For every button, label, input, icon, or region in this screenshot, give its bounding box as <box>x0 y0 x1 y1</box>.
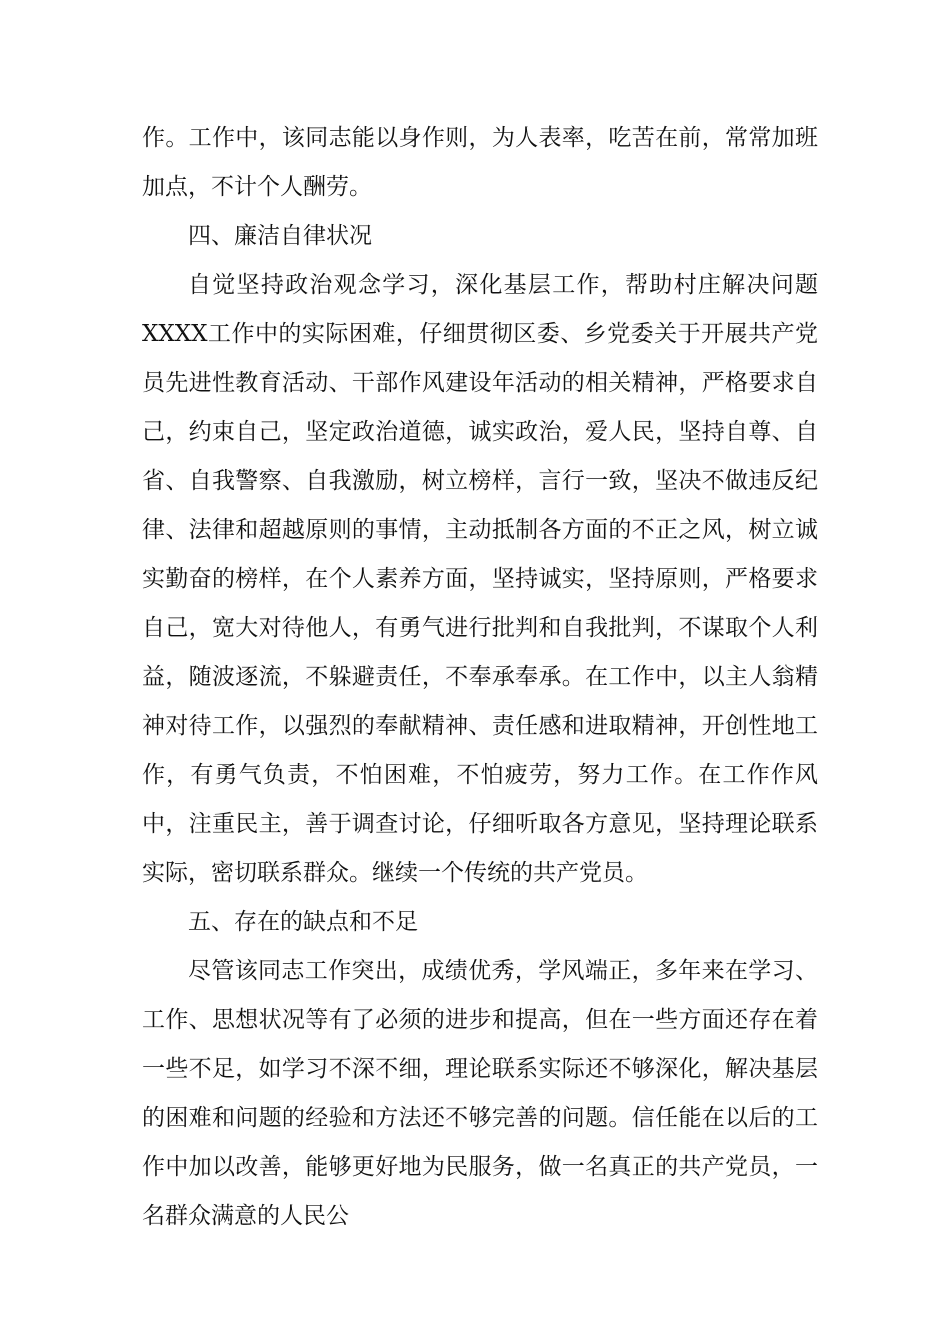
document-body <box>142 114 818 1241</box>
section-heading-4: 四、廉洁自律状况 <box>188 223 372 249</box>
paragraph-shortcomings: 尽管该同志工作突出，成绩优秀，学风端正，多年来在学习、工作、思想状况等有了必须的进步和提高，但在一些方面还存在着一些不足，如学习不深不细，理论联系实际还不够深化，解决基层的困难和问题的经验和方法还不够完善的问题。信任能在以后的工作中加以改善，能够更好地为民服务，做一名真正的共产党员，一名群众满意的人民公 <box>142 958 818 1229</box>
paragraph-continuation: 作。工作中，该同志能以身作则，为人表率，吃苦在前，常常加班加点，不计个人酬劳。 <box>142 125 818 200</box>
paragraph-integrity: 自觉坚持政治观念学习，深化基层工作，帮助村庄解决问题XXXX工作中的实际困难，仔细贯彻区委、乡党委关于开展共产党员先进性教育活动、干部作风建设年活动的相关精神，严格要求自己，约束自己，坚定政治道德，诚实政治，爱人民，坚持自尊、自省、自我警察、自我激励，树立榜样，言行一致，坚决不做违反纪律、法律和超越原则的事情，主动抵制各方面的不正之风，树立诚实勤奋的榜样，在个人素养方面，坚持诚实，坚持原则，严格要求自己，宽大对待他人，有勇气进行批判和自我批判，不谋取个人利益，随波逐流，不躲避责任，不奉承奉承。在工作中，以主人翁精神对待工作，以强烈的奉献精神、责任感和进取精神，开创性地工作，有勇气负责，不怕困难，不怕疲劳，努力工作。在工作作风中，注重民主，善于调查讨论，仔细听取各方意见，坚持理论联系实际，密切联系群众。继续一个传统的共产党员。 <box>142 272 818 886</box>
section-heading-5: 五、存在的缺点和不足 <box>188 909 418 935</box>
